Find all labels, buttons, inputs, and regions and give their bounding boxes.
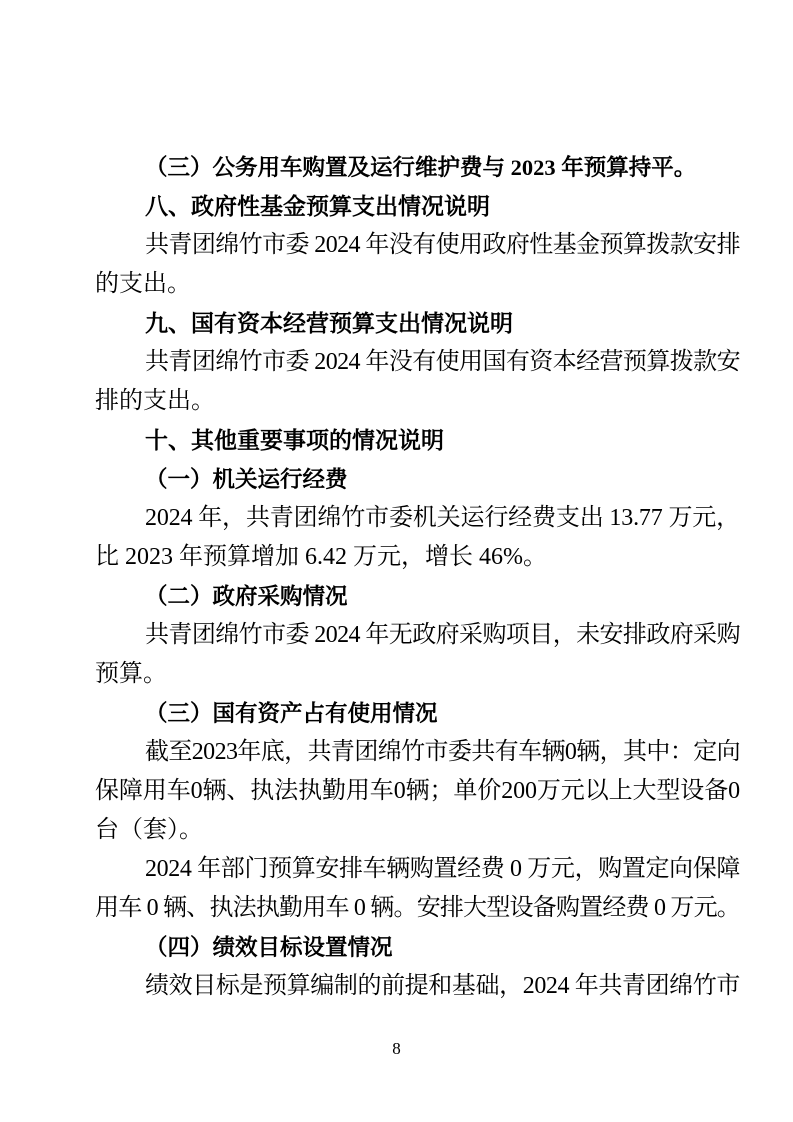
text-run: 绩效目标是预算编制的前提和基础，2024 年共青团绵竹市 [145, 973, 740, 999]
text-run: （二）政府采购情况 [145, 584, 348, 609]
body-text-line [95, 772, 740, 811]
text-run: 用车 0 辆、执法执勤用车 0 辆。安排大型设备购置经费 0 万元。 [95, 895, 740, 921]
page-footer [0, 1038, 793, 1060]
page-number: 8 [392, 1039, 401, 1058]
section-heading [95, 187, 740, 226]
text-run: 预算。 [95, 661, 167, 687]
text-run: （一）机关运行经费 [145, 467, 348, 492]
text-run: 八、政府性基金预算支出情况说明 [145, 193, 490, 219]
body-text-line [95, 343, 740, 382]
text-run: 保障用车0辆、执法执勤用车0辆；单价200万元以上大型设备0 [95, 778, 740, 804]
body-text-line [95, 811, 740, 850]
text-run: 共青团绵竹市委 2024 年没有使用政府性基金预算拨款安排 [145, 232, 740, 258]
body-text-line [95, 382, 740, 421]
text-run: 比 2023 年预算增加 6.42 万元，增长 46%。 [95, 544, 547, 570]
body-text-line [95, 226, 740, 265]
body-text-line [95, 967, 740, 1006]
body-text-line [95, 538, 740, 577]
text-run: 共青团绵竹市委 2024 年没有使用国有资本经营预算拨款安 [145, 349, 740, 375]
text-run: 排的支出。 [95, 388, 215, 414]
body-text-line [95, 499, 740, 538]
subsection-heading [95, 460, 740, 499]
subsection-heading [95, 148, 740, 187]
body-text-line [95, 889, 740, 928]
text-run: 2024 年，共青团绵竹市委机关运行经费支出 13.77 万元， [145, 505, 740, 531]
text-run: （四）绩效目标设置情况 [145, 935, 393, 960]
subsection-heading [95, 577, 740, 616]
subsection-heading [95, 928, 740, 967]
section-heading [95, 304, 740, 343]
text-run: 截至2023年底，共青团绵竹市委共有车辆0辆，其中：定向 [145, 739, 740, 765]
body-text-line [95, 616, 740, 655]
text-run: 2024 年部门预算安排车辆购置经费 0 万元，购置定向保障 [145, 856, 740, 882]
subsection-heading [95, 694, 740, 733]
body-text-line [95, 733, 740, 772]
text-run: 的支出。 [95, 271, 191, 297]
body-text-line [95, 655, 740, 694]
text-run: 十、其他重要事项的情况说明 [145, 427, 444, 453]
body-text-line [95, 850, 740, 889]
text-run: （三）公务用车购置及运行维护费与 2023 年预算持平。 [145, 155, 697, 180]
text-run: 九、国有资本经营预算支出情况说明 [145, 310, 513, 336]
section-heading [95, 421, 740, 460]
text-run: 共青团绵竹市委 2024 年无政府采购项目，未安排政府采购 [145, 622, 740, 648]
document-body [95, 148, 740, 1006]
text-run: 台（套）。 [95, 817, 203, 843]
body-text-line [95, 265, 740, 304]
text-run: （三）国有资产占有使用情况 [145, 701, 438, 726]
